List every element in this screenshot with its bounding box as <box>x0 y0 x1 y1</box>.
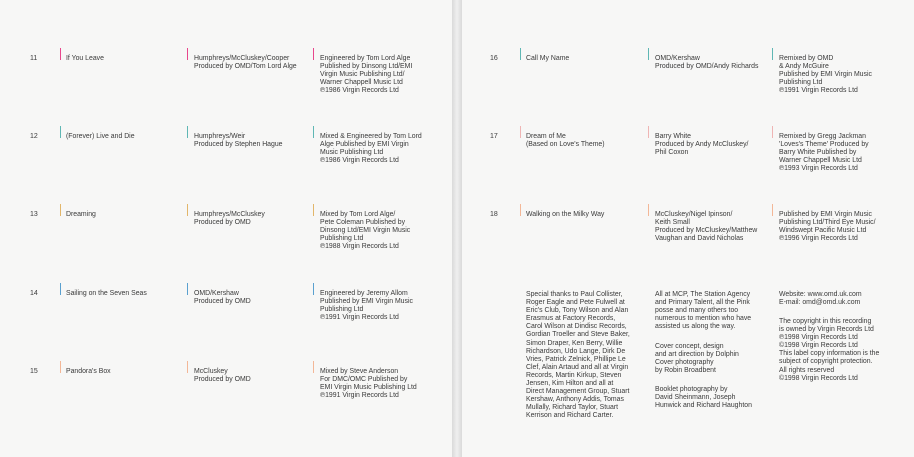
track-credits: Remixed by Gregg Jackman 'Loves's Theme' Produced by Barry White Published by Warner Chappell Music Ltd ℗1993 Virgin Records Ltd <box>779 133 869 173</box>
track-title: If You Leave <box>66 55 104 62</box>
track-title: Sailing on the Seven Seas <box>66 290 147 297</box>
track-title: Call My Name <box>526 55 570 62</box>
accent-bar <box>772 48 773 60</box>
track-title: Dreaming <box>66 211 96 218</box>
track-number: 12 <box>30 133 38 140</box>
accent-bar <box>772 204 773 216</box>
track-credits: Mixed by Tom Lord Alge/ Pete Coleman Published by Dinsong Ltd/EMI Virgin Music Publishing Ltd ℗1988 Virgin Records Ltd <box>320 211 411 251</box>
accent-bar <box>520 48 521 60</box>
track-number: 11 <box>30 55 38 62</box>
accent-bar <box>187 126 188 138</box>
mcp-note: All at MCP, The Station Agency and Primary Talent, all the Pink posse and many others too numerous to mention who have assisted us along the way. <box>655 291 752 331</box>
accent-bar <box>520 126 521 138</box>
track-number: 18 <box>490 211 498 218</box>
track-title: (Forever) Live and Die <box>66 133 135 140</box>
track-writers: OMD/Kershaw Produced by OMD <box>194 290 251 306</box>
accent-bar <box>648 48 649 60</box>
accent-bar <box>187 48 188 60</box>
booklet-credits: Booklet photography by David Sheinmann, Joseph Hunwick and Richard Haughton <box>655 386 752 410</box>
track-number: 13 <box>30 211 38 218</box>
track-number: 16 <box>490 55 498 62</box>
track-title: Walking on the Milky Way <box>526 211 605 218</box>
design-credits: Cover concept, design and art direction by Dolphin Cover photography by Robin Broadbent <box>655 343 739 375</box>
track-writers: McCluskey/Nigel Ipinson/ Keith Small Produced by McCluskey/Matthew Vaughan and David Nicholas <box>655 211 758 243</box>
accent-bar <box>648 126 649 138</box>
thanks-note: Special thanks to Paul Collister, Roger Eagle and Pete Fulwell at Eric's Club, Tony Wilson and Alan Erasmus at Factory Records, Carol Wilson at Dindisc Records, Gordian Troeller and Steve Baker, Simon Draper, Ken Berry, Willie Richardson, Udo Lange, Dirk De Vries, Patrick Zelnick, Phillipe Le Clef, Alain Artaud and all at Virgin Records, Martin Kirkup, Steven Jensen, Kim Hilton and all at Direct Management Group, Stuart Kershaw, Anthony Addis, Tomas Mullally, Richard Taylor, Stuart Kerrison and Richard Carter. <box>526 291 630 420</box>
accent-bar <box>187 361 188 373</box>
book-spine <box>452 0 462 457</box>
track-credits: Engineered by Tom Lord Alge Published by Dinsong Ltd/EMI Virgin Music Publishing Ltd/ Warner Chappell Music Ltd ℗1986 Virgin Records Ltd <box>320 55 413 95</box>
track-number: 14 <box>30 290 38 297</box>
accent-bar <box>60 283 61 295</box>
track-credits: Mixed & Engineered by Tom Lord Alge Published by EMI Virgin Music Publishing Ltd ℗1986 Virgin Records Ltd <box>320 133 422 165</box>
track-writers: OMD/Kershaw Produced by OMD/Andy Richards <box>655 55 759 71</box>
copyright-notice: The copyright in this recording is owned by Virgin Records Ltd ℗1998 Virgin Records Ltd ©1998 Virgin Records Ltd This label copy information is the subject of copyright protection. All rights reserved ©1998 Virgin Records Ltd <box>779 318 880 382</box>
track-number: 15 <box>30 368 38 375</box>
track-number: 17 <box>490 133 498 140</box>
accent-bar <box>772 126 773 138</box>
track-credits: Mixed by Steve Anderson For DMC/OMC Published by EMI Virgin Music Publishing Ltd ℗1991 Virgin Records Ltd <box>320 368 417 400</box>
track-title: Dream of Me (Based on Love's Theme) <box>526 133 605 149</box>
track-credits: Remixed by OMD & Andy McGuire Published by EMI Virgin Music Publishing Ltd ℗1991 Virgin Records Ltd <box>779 55 872 95</box>
accent-bar <box>60 126 61 138</box>
accent-bar <box>313 283 314 295</box>
accent-bar <box>60 204 61 216</box>
track-writers: Humphreys/Weir Produced by Stephen Hague <box>194 133 283 149</box>
accent-bar <box>313 204 314 216</box>
track-writers: Humphreys/McCluskey Produced by OMD <box>194 211 265 227</box>
accent-bar <box>520 204 521 216</box>
track-writers: Barry White Produced by Andy McCluskey/ Phil Coxon <box>655 133 749 157</box>
accent-bar <box>648 204 649 216</box>
track-credits: Published by EMI Virgin Music Publishing Ltd/Third Eye Music/ Windswept Pacific Music Ltd ℗1996 Virgin Records Ltd <box>779 211 876 243</box>
track-writers: McCluskey Produced by OMD <box>194 368 251 384</box>
accent-bar <box>187 283 188 295</box>
accent-bar <box>313 361 314 373</box>
accent-bar <box>313 126 314 138</box>
accent-bar <box>313 48 314 60</box>
accent-bar <box>187 204 188 216</box>
accent-bar <box>60 48 61 60</box>
website-info: Website: www.omd.uk.com E-mail: omd@omd.uk.com <box>779 291 862 307</box>
accent-bar <box>60 361 61 373</box>
track-credits: Engineered by Jeremy Allom Published by EMI Virgin Music Publishing Ltd ℗1991 Virgin Records Ltd <box>320 290 413 322</box>
track-writers: Humphreys/McCluskey/Cooper Produced by OMD/Tom Lord Alge <box>194 55 297 71</box>
track-title: Pandora's Box <box>66 368 111 375</box>
